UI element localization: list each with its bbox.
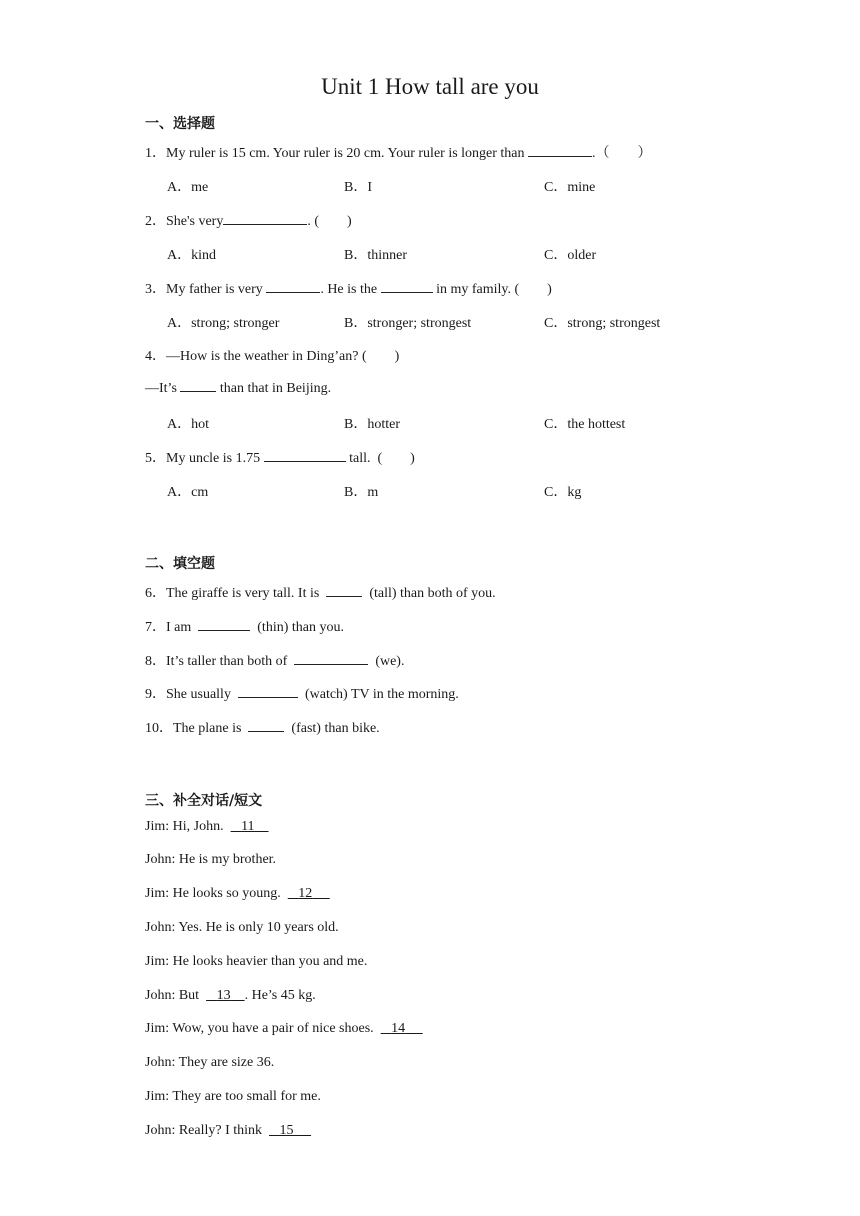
- answer-blank[interactable]: [294, 652, 368, 665]
- option-c[interactable]: C．mine: [544, 180, 596, 195]
- question-number: 2．: [145, 214, 166, 229]
- option-c[interactable]: C．the hottest: [544, 417, 626, 432]
- option-a[interactable]: A．cm: [167, 485, 209, 500]
- fill-question-8: [145, 650, 404, 670]
- blank-number: 14: [391, 1021, 406, 1036]
- section-heading-dialog: 三、补全对话/短文: [145, 793, 263, 809]
- dialog-text: John: Really? I think: [145, 1123, 263, 1138]
- section-heading-fill: 二、填空题: [145, 556, 215, 572]
- option-b[interactable]: B．m: [344, 485, 379, 500]
- question-text: in my family. ( ): [436, 282, 552, 297]
- fill-question-7: [145, 616, 344, 636]
- dialog-line: [145, 954, 367, 970]
- question-number: 6．: [145, 586, 166, 601]
- answer-blank[interactable]: [266, 280, 320, 293]
- question-3: [145, 278, 552, 298]
- question-text: She usually: [166, 687, 231, 702]
- answer-blank[interactable]: [231, 819, 269, 834]
- blank-number: 12: [298, 886, 313, 901]
- dialog-line: [145, 886, 330, 902]
- dialog-text: Jim: He looks so young.: [145, 886, 281, 901]
- question-number: 7．: [145, 620, 166, 635]
- question-text: . ( ): [307, 214, 352, 229]
- dialog-text: John: He is my brother.: [145, 852, 277, 867]
- dialog-text: John: But: [145, 988, 200, 1003]
- question-text: .（ ）: [592, 146, 652, 161]
- blank-number: 13: [216, 988, 231, 1003]
- question-text: The giraffe is very tall. It is: [166, 586, 320, 601]
- option-c[interactable]: C．strong; strongest: [544, 316, 661, 331]
- dialog-line: [145, 852, 276, 868]
- blank-number: 15: [279, 1123, 294, 1138]
- dialog-text: Jim: He looks heavier than you and me.: [145, 954, 368, 969]
- dialog-line: [145, 1123, 311, 1139]
- dialog-text: Jim: They are too small for me.: [145, 1089, 321, 1104]
- question-text: I am: [166, 620, 192, 635]
- question-text: tall. ( ): [349, 451, 415, 466]
- option-b[interactable]: B．stronger; strongest: [344, 316, 472, 331]
- fill-question-9: [145, 683, 459, 703]
- answer-blank[interactable]: [264, 449, 346, 462]
- answer-blank[interactable]: [180, 379, 216, 392]
- question-text: —How is the weather in Ding’an? ( ): [166, 349, 400, 364]
- question-text: The plane is: [173, 721, 242, 736]
- dialog-line: [145, 920, 339, 936]
- question-text: than that in Beijing.: [219, 381, 332, 396]
- answer-blank[interactable]: [288, 886, 330, 901]
- question-text: (tall) than both of you.: [369, 586, 496, 601]
- question-text: . He is the: [320, 282, 378, 297]
- answer-blank[interactable]: [223, 212, 307, 225]
- fill-question-6: [145, 582, 496, 602]
- dialog-text: . He’s 45 kg.: [244, 988, 316, 1003]
- fill-question-10: [145, 717, 380, 737]
- answer-blank[interactable]: [326, 584, 362, 597]
- option-a[interactable]: A．strong; stronger: [167, 316, 280, 331]
- dialog-text: Jim: Hi, John.: [145, 819, 224, 834]
- question-2: [145, 210, 352, 230]
- answer-blank[interactable]: [248, 719, 284, 732]
- question-number: 10．: [145, 721, 173, 736]
- question-text: (we).: [375, 654, 405, 669]
- option-b[interactable]: B．thinner: [344, 248, 407, 263]
- dialog-text: John: They are size 36.: [145, 1055, 275, 1070]
- answer-blank[interactable]: [198, 618, 250, 631]
- question-4-continued: [145, 379, 331, 397]
- option-c[interactable]: C．older: [544, 248, 597, 263]
- question-text: —It’s: [145, 381, 177, 396]
- dialog-line: [145, 988, 316, 1004]
- option-a[interactable]: A．me: [167, 180, 209, 195]
- question-number: 9．: [145, 687, 166, 702]
- question-text: (fast) than bike.: [291, 721, 380, 736]
- question-number: 1．: [145, 146, 166, 161]
- question-number: 5．: [145, 451, 166, 466]
- answer-blank[interactable]: [269, 1123, 311, 1138]
- option-b[interactable]: B．I: [344, 180, 372, 195]
- option-a[interactable]: A．kind: [167, 248, 216, 263]
- question-text: She's very: [166, 214, 224, 229]
- question-4: [145, 345, 399, 365]
- question-text: My ruler is 15 cm. Your ruler is 20 cm. Your ruler is longer than: [166, 146, 525, 161]
- question-number: 3．: [145, 282, 166, 297]
- question-1: [145, 142, 652, 162]
- dialog-line: [145, 819, 269, 835]
- option-c[interactable]: C．kg: [544, 485, 582, 500]
- answer-blank[interactable]: [206, 988, 245, 1003]
- option-b[interactable]: B．hotter: [344, 417, 400, 432]
- question-text: My father is very: [166, 282, 263, 297]
- question-text: (watch) TV in the morning.: [304, 687, 459, 702]
- dialog-line: [145, 1089, 321, 1105]
- question-text: It’s taller than both of: [166, 654, 288, 669]
- dialog-text: Jim: Wow, you have a pair of nice shoes.: [145, 1021, 374, 1036]
- answer-blank[interactable]: [528, 144, 592, 157]
- page-title: Unit 1 How tall are you: [321, 74, 539, 99]
- blank-number: 11: [241, 819, 255, 834]
- answer-blank[interactable]: [238, 685, 298, 698]
- question-5: [145, 447, 415, 467]
- dialog-line: [145, 1021, 423, 1037]
- section-heading-choice: 一、选择题: [145, 116, 215, 132]
- question-text: (thin) than you.: [257, 620, 344, 635]
- dialog-text: John: Yes. He is only 10 years old.: [145, 920, 339, 935]
- question-number: 4．: [145, 349, 166, 364]
- option-a[interactable]: A．hot: [167, 417, 209, 432]
- answer-blank[interactable]: [381, 1021, 423, 1036]
- question-text: My uncle is 1.75: [166, 451, 261, 466]
- dialog-line: [145, 1055, 274, 1071]
- answer-blank[interactable]: [381, 280, 433, 293]
- question-number: 8．: [145, 654, 166, 669]
